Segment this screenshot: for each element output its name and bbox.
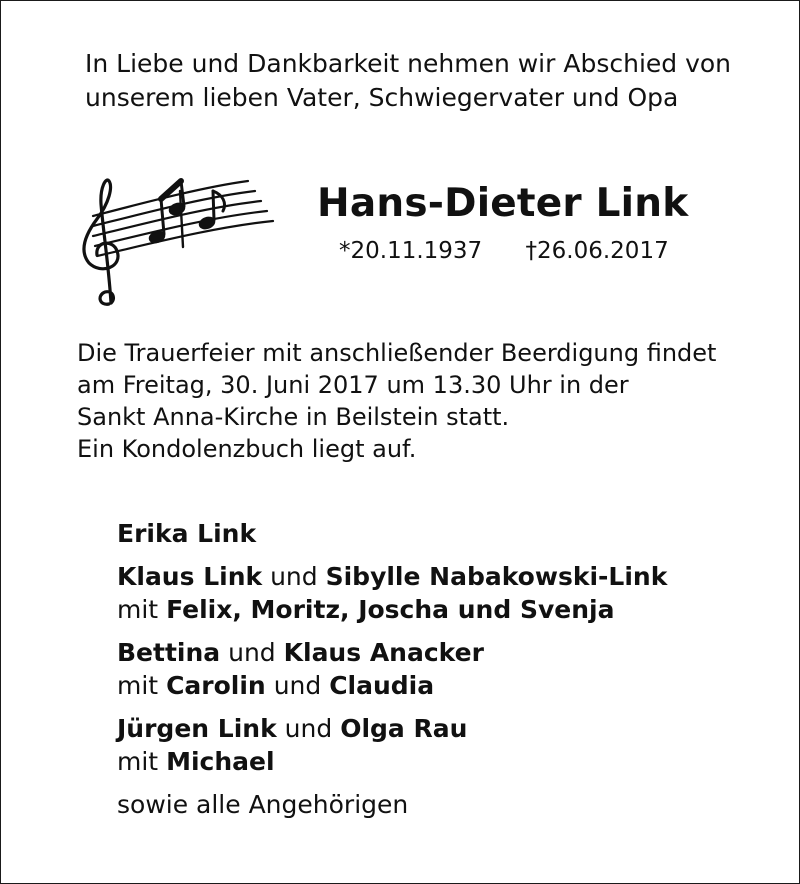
ceremony-info <box>77 337 716 465</box>
conjunction: und <box>228 638 276 667</box>
mourner-name: Erika Link <box>117 519 257 548</box>
mourners-list <box>117 517 667 821</box>
closing-line: sowie alle Angehörigen <box>117 790 409 819</box>
mourner-child: Carolin <box>166 671 266 700</box>
conjunction: mit <box>117 671 159 700</box>
conjunction: mit <box>117 747 159 776</box>
conjunction: mit <box>117 595 159 624</box>
mourner-group <box>117 560 667 626</box>
birth-date: *20.11.1937 <box>339 238 483 264</box>
intro-line-2: unserem lieben Vater, Schwiegervater und Opa <box>85 83 679 112</box>
mourner-name: Bettina <box>117 638 221 667</box>
intro-line-1: In Liebe und Dankbarkeit nehmen wir Abschied von <box>85 49 732 78</box>
deceased-name: Hans-Dieter Link <box>317 181 689 226</box>
ceremony-line-4: Ein Kondolenzbuch liegt auf. <box>77 435 417 463</box>
music-notes-icon <box>73 169 278 311</box>
mourner-children: Felix, Moritz, Joscha und Svenja <box>166 595 615 624</box>
mourner-child: Michael <box>166 747 275 776</box>
life-dates <box>339 235 669 267</box>
cross-icon: † <box>525 238 538 264</box>
mourner-name: Olga Rau <box>340 714 468 743</box>
mourner-name: Jürgen Link <box>117 714 277 743</box>
mourner-name: Sibylle Nabakowski-Link <box>325 562 668 591</box>
mourner-group <box>117 636 667 702</box>
mourner-group <box>117 712 667 778</box>
ceremony-line-2: am Freitag, 30. Juni 2017 um 13.30 Uhr in der <box>77 371 629 399</box>
death-date: 26.06.2017 <box>537 238 669 264</box>
death-date-group <box>526 238 669 264</box>
conjunction: und <box>284 714 333 743</box>
conjunction: und <box>270 562 318 591</box>
mourner-group <box>117 517 667 550</box>
mourner-child: Claudia <box>329 671 435 700</box>
ceremony-line-1: Die Trauerfeier mit anschließender Beerdigung findet <box>77 339 717 367</box>
conjunction: und <box>273 671 322 700</box>
ceremony-line-3: Sankt Anna-Kirche in Beilstein statt. <box>77 403 510 431</box>
mourner-name: Klaus Anacker <box>283 638 484 667</box>
mourner-name: Klaus Link <box>117 562 263 591</box>
intro-text <box>85 47 765 115</box>
